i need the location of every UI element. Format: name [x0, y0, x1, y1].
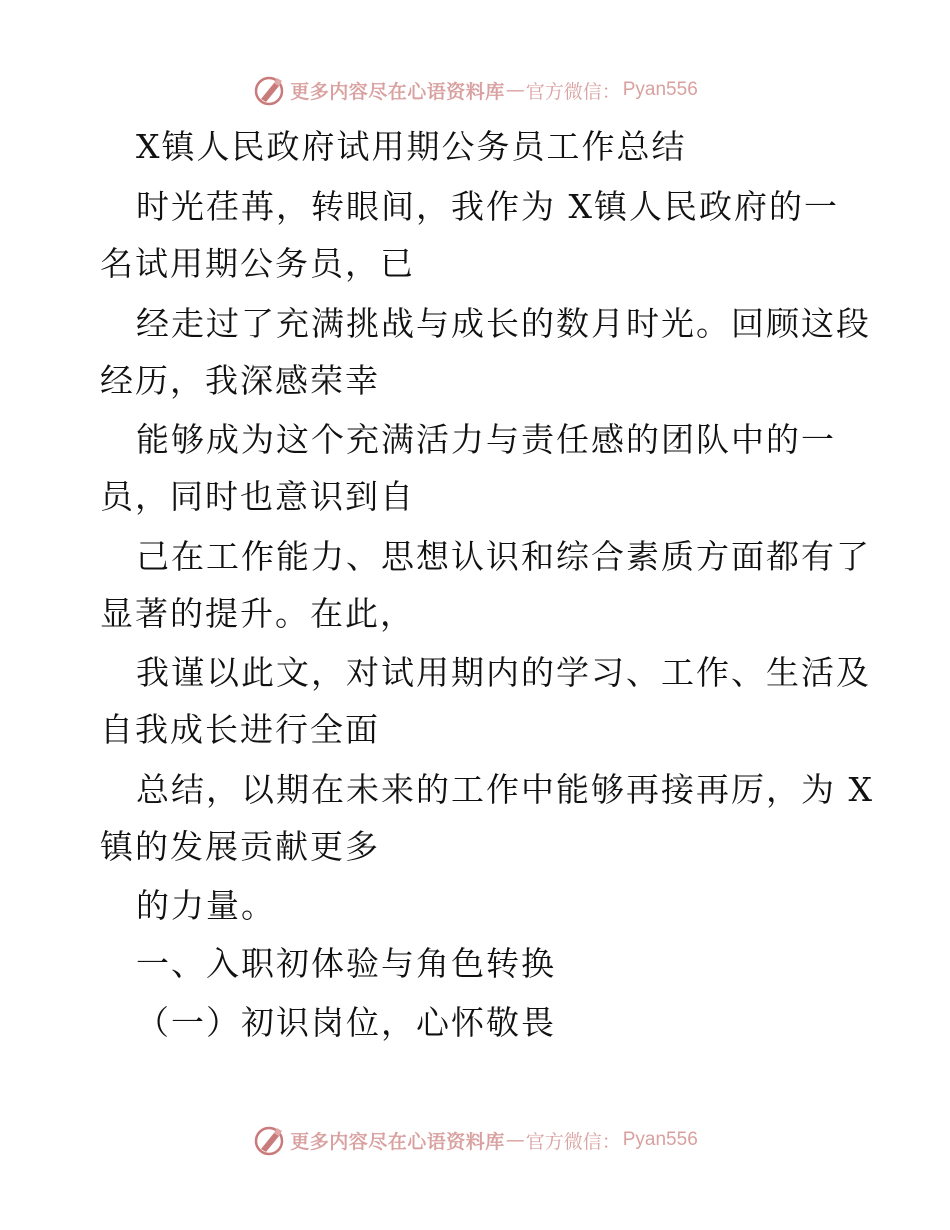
document-title: X镇人民政府试用期公务员工作总结 [136, 127, 687, 166]
banner-wechat-label: 官方微信： [525, 1130, 621, 1153]
pen-logo-icon [252, 73, 286, 107]
paragraph-line: 时光荏苒，转眼间，我作为 X镇人民政府的一 [136, 187, 839, 226]
banner-dash: — [505, 79, 525, 101]
paragraph-line: 显著的提升。在此， [100, 594, 415, 633]
banner-main-text: 更多内容尽在心语资料库 [290, 1130, 505, 1153]
paragraph-line: 总结，以期在未来的工作中能够再接再厉，为 X [136, 770, 874, 809]
paragraph-line: 能够成为这个充满活力与责任感的团队中的一 [136, 420, 836, 459]
banner-dash: — [505, 1129, 525, 1151]
paragraph-line: 镇的发展贡献更多 [100, 827, 380, 866]
paragraph-line: 员，同时也意识到自 [100, 477, 415, 516]
section-heading: 一、入职初体验与角色转换 [136, 944, 556, 983]
paragraph-line: 己在工作能力、思想认识和综合素质方面都有了 [136, 537, 871, 576]
banner-wechat-label: 官方微信： [525, 80, 621, 103]
paragraph-line: 我谨以此文，对试用期内的学习、工作、生活及 [136, 653, 871, 692]
banner-wechat-id: Pyan556 [622, 79, 698, 100]
banner-main-text: 更多内容尽在心语资料库 [290, 80, 505, 103]
paragraph-line: 经历，我深感荣幸 [100, 361, 380, 400]
footer-watermark-banner [0, 1120, 950, 1160]
header-watermark-banner [0, 70, 950, 110]
paragraph-line: 名试用期公务员，已 [100, 244, 415, 283]
subsection-heading: （一）初识岗位，心怀敬畏 [136, 1003, 556, 1042]
paragraph-line: 经走过了充满挑战与成长的数月时光。回顾这段 [136, 304, 871, 343]
paragraph-line: 自我成长进行全面 [100, 710, 380, 749]
banner-wechat-id: Pyan556 [622, 1129, 698, 1150]
paragraph-line: 的力量。 [136, 886, 276, 925]
pen-logo-icon [252, 1123, 286, 1157]
